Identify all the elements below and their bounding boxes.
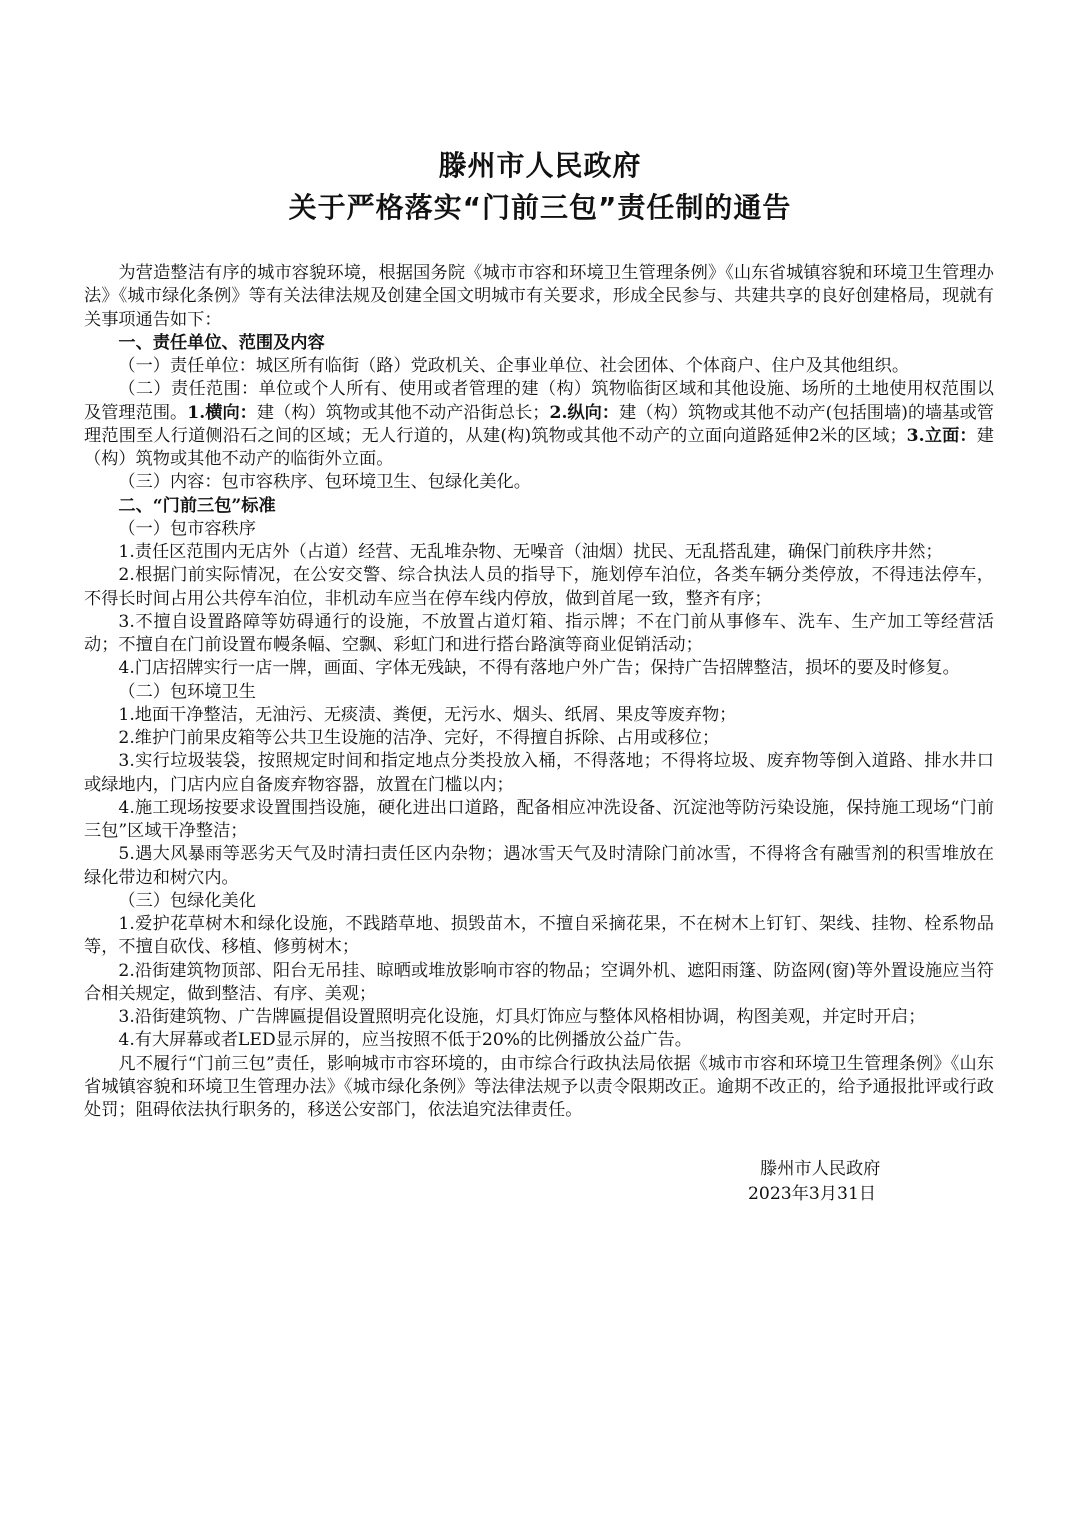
title-subject: 关于严格落实“门前三包”责任制的通告 (288, 191, 792, 224)
list-item: 3.沿街建筑物、广告牌匾提倡设置照明亮化设施，灯具灯饰应与整体风格相协调，构图美观，并定时开启； (118, 1007, 926, 1027)
list-item: 4.有大屏幕或者LED显示屏的，应当按照不低于20%的比例播放公益广告。 (118, 1030, 692, 1051)
section-heading-1: 一、责任单位、范围及内容 (118, 332, 325, 353)
scope-horizontal-text: 建（构）筑物或其他不动产沿街总长； (256, 402, 550, 423)
paragraph-content: （三）内容：包市容秩序、包环境卫生、包绿化美化。 (118, 472, 531, 493)
list-item: 2.沿街建筑物顶部、阳台无吊挂、晾晒或堆放影响市容的物品；空调外机、遮阳雨篷、防盗网(窗)等外置设施应当符合相关规定，做到整洁、有序、美观； (84, 960, 994, 1004)
list-item: 1.责任区范围内无店外（占道）经营、无乱堆杂物、无噪音（油烟）扰民、无乱搭乱建，确保门前秩序井然； (118, 542, 943, 562)
paragraph-responsible-units: （一）责任单位：城区所有临街（路）党政机关、企事业单位、社会团体、个体商户、住户及其他组织。 (118, 356, 910, 376)
subheading-city-order: （一）包市容秩序 (118, 518, 256, 539)
list-item: 4.施工现场按要求设置围挡设施，硬化进出口道路，配备相应冲洗设备、沉淀池等防污染设施，保持施工现场“门前三包”区域干净整洁； (84, 797, 994, 841)
list-item: 1.地面干净整洁，无油污、无痰渍、粪便，无污水、烟头、纸屑、果皮等废弃物； (118, 704, 737, 725)
scope-vertical-label: 2.纵向： (549, 402, 620, 423)
scope-vertical-text: 建（构）筑物或其他不动产(包括围墙)的墙基或管理范围至人行道侧沿石之间的区域；无人行道的，从建(构)筑物或其他不动产的立面向道路延伸2米的区域； (84, 402, 994, 446)
list-item: 3.不擅自设置路障等妨碍通行的设施，不放置占道灯箱、指示牌；不在门前从事修车、洗车、生产加工等经营活动；不擅自在门前设置布幔条幅、空飘、彩虹门和进行搭台路演等商业促销活动； (84, 611, 994, 655)
subheading-sanitation: （二）包环境卫生 (118, 681, 256, 702)
section-heading-2: 二、“门前三包”标准 (118, 495, 276, 516)
list-item: 2.根据门前实际情况，在公安交警、综合执法人员的指导下，施划停车泊位，各类车辆分类停放，不得违法停车，不得长时间占用公共停车泊位，非机动车应当在停车线内停放，做到首尾一致，整齐有序； (84, 565, 994, 609)
scope-facade-label: 3.立面： (906, 425, 977, 446)
notice-body (84, 262, 994, 1122)
subheading-greening: （三）包绿化美化 (118, 890, 256, 911)
list-item: 3.实行垃圾装袋，按照规定时间和指定地点分类投放入桶，不得落地；不得将垃圾、废弃物等倒入道路、排水井口或绿地内，门店内应自备废弃物容器，放置在门槛以内； (84, 751, 994, 795)
closing-paragraph: 凡不履行“门前三包”责任，影响城市市容环境的，由市综合行政执法局依据《城市市容和环境卫生管理条例》《山东省城镇容貌和环境卫生管理办法》《城市绿化条例》等法律法规予以责令限期改正。逾期不改正的，给予通报批评或行政处罚；阻碍依法执行职务的，移送公安部门，依法追究法律责任。 (84, 1053, 994, 1120)
paragraph-responsible-scope (84, 378, 994, 471)
signature-org: 滕州市人民政府 (760, 1159, 881, 1179)
scope-horizontal-label: 1.横向： (187, 402, 257, 423)
list-item: 2.维护门前果皮箱等公共卫生设施的洁净、完好，不得擅自拆除、占用或移位； (118, 728, 720, 748)
list-item: 1.爱护花草树木和绿化设施，不践踏草地、损毁苗木，不擅自采摘花果，不在树木上钉钉、架线、挂物、栓系物品等，不擅自砍伐、移植、修剪树木； (84, 914, 994, 958)
intro-paragraph: 为营造整洁有序的城市容貌环境，根据国务院《城市市容和环境卫生管理条例》《山东省城镇容貌和环境卫生管理办法》《城市绿化条例》等有关法律法规及创建全国文明城市有关要求，形成全民参与、共建共享的良好创建格局，现就有关事项通告如下： (84, 263, 994, 330)
list-item: 4.门店招牌实行一店一牌，画面、字体无残缺，不得有落地户外广告；保持广告招牌整洁，损坏的要及时修复。 (118, 658, 960, 679)
scope-facade-text: 建（构）筑物或其他不动产的临街外立面。 (84, 425, 994, 469)
list-item: 5.遇大风暴雨等恶劣天气及时清扫责任区内杂物；遇冰雪天气及时清除门前冰雪，不得将含有融雪剂的积雪堆放在绿化带边和树穴内。 (84, 844, 994, 888)
signature-date: 2023年3月31日 (748, 1184, 877, 1204)
title-issuer: 滕州市人民政府 (438, 149, 642, 182)
scope-text: （二）责任范围：单位或个人所有、使用或者管理的建（构）筑物临街区域和其他设施、场所的土地使用权范围以及管理范围。 (84, 379, 994, 423)
